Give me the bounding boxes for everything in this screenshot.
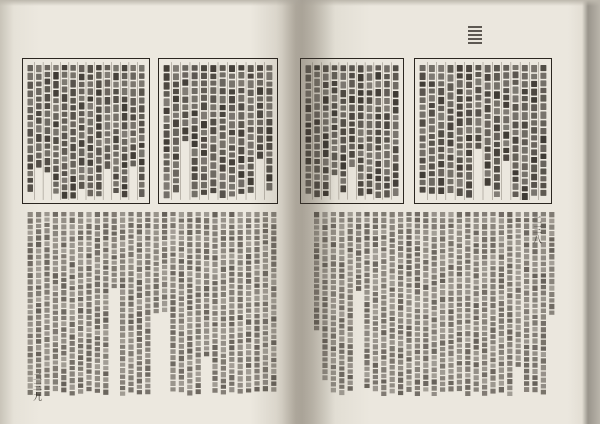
commentary-right-page [306,210,556,396]
book-gutter-shadow [276,0,334,424]
page-number-left: 二三九 [31,372,41,402]
commentary-left-page [24,210,278,396]
commentary-right-text [306,210,556,396]
facsimile-block-right-outer [414,58,552,204]
facsimile-block-left-outer [22,58,150,204]
facsimile-block-left-inner [158,58,278,204]
facsimile-left-outer-text [23,59,149,203]
commentary-left-text [24,210,278,396]
page-number-right: 二三八 [531,215,541,245]
facsimile-left-inner-text [159,59,277,203]
facsimile-right-outer-text [415,59,551,203]
library-seal-stamp [468,26,482,46]
